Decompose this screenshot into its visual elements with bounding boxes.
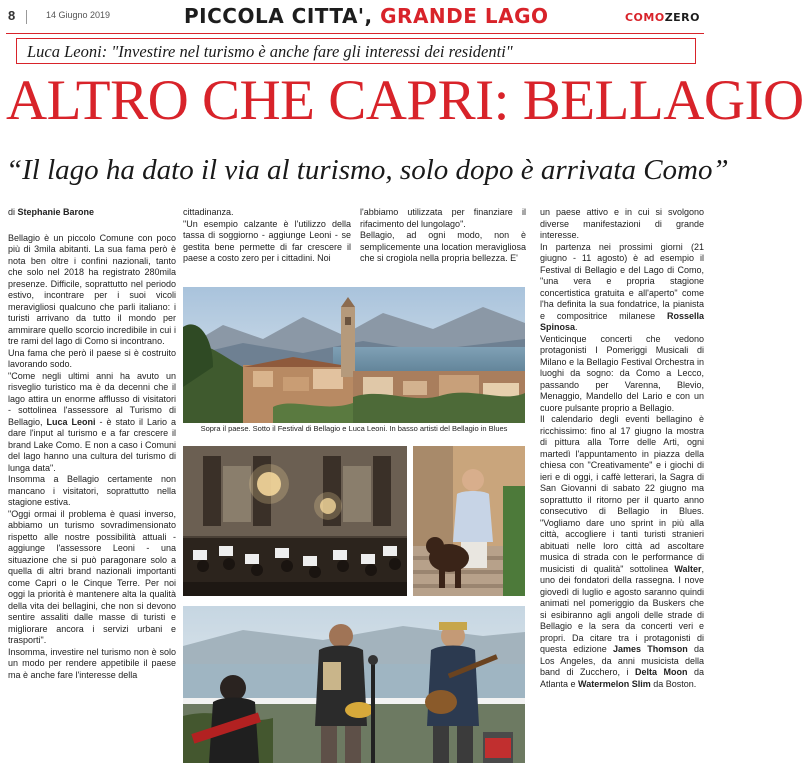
article-column-4 [540,207,704,763]
paragraph-text: da Atlanta e [540,667,705,689]
brand-part1: COMO [624,11,665,24]
paragraph: Bellagio è un piccolo Comune con poco più di 3mila abitanti. La sua fama però è nota ben oltre i confini nazionali, tanto che solo nel 2018 ha registrato 280mila presenze. Difficile, soprattutto nel periodo estivo, incontrare per i suoi vicoli meravigliosi qualcuno che parli italiano: i turisti arrivano da tutto il mondo per ammirare quello scorcio incredibile in cui i tre rami del lago di Como si incontrano. [8,232,176,346]
paragraph-text: da Boston. [650,678,697,689]
brand-logo [625,11,700,24]
paragraph: "Oggi ormai il problema è quasi inverso, abbiamo un turismo sovradimensionato rispetto alle nostre possibilità attuali - aggiunge l'assessore Leoni - una situazione che si può paragonare solo a quella di altri brand nazionali importanti come Capri o le Cinque Terre. Per noi oggi la priorità è mantenere alta la qualità della vita dei bellagini, che non si devono sentire assaliti dalle masse di turisti e migliorare ancora i servizi urbani e trasporti". [8,508,176,645]
festival-orchestra-photo [183,446,407,596]
brand-part2: ZERO [664,11,700,24]
byline [8,207,176,219]
kicker-quote: Luca Leoni: "Investire nel turismo è anche fare gli interessi dei residenti" [16,38,696,64]
byline-prefix: di [8,207,16,217]
person-name: Rossella Spinosa [540,310,704,332]
person-name: Walter [674,563,702,574]
musicians-illustration [183,606,525,763]
person-name: Luca Leoni [46,416,96,427]
luca-leoni-photo [413,446,525,596]
paragraph: Insomma a Bellagio certamente non mancano i visitatori, soprattutto nella stagione estiva. [8,474,176,507]
paragraph-text: "Come negli ultimi anni ha avuto un risveglio turistico ma è da decenni che il lago attira un enorme afflusso di visitatori - sottolinea l'assessore al Turismo di Bellagio, [8,370,176,427]
orchestra-illustration [183,446,407,596]
paragraph: Insomma, investire nel turismo non è solo un modo per rendere appetibile il paese ma è anche fare l'interesse della [8,646,176,680]
issue-date: 14 Giugno 2019 [46,10,111,20]
paragraph: Una fama che però il paese si è costruito lavorando sodo. [8,347,176,369]
article-column-2: cittadinanza. "Un esempio calzante è l'utilizzo della tassa di soggiorno - aggiunge Leoni - se gestita bene permette di far crescere il paese a costo zero per i cittadini. Noi [183,207,351,263]
photo-caption: Sopra il paese. Sotto il Festival di Bellagio e Luca Leoni. In basso artisti del Bellagio in Blues [200,424,508,433]
article-column-3: l'abbiamo utilizzata per finanziare il rifacimento del lungolago". Bellagio, ad ogni modo, non è semplicemente una location meravigliosa che si crogiola nella propria bellezza. E' [360,207,526,263]
paragraph-text: . [575,322,578,332]
paragraph: Venticinque concerti che vedono protagonisti I Pomeriggi Musicali di Milano e la Bellagio Festival Orchestra in luoghi da sogno: da Como a Lecco, passando per Varenna, Blevio, Menaggio, Mandello del Lario e con un cuore pulsante proprio a Bellagio. [540,333,704,413]
paragraph [540,414,704,690]
portrait-illustration [413,446,525,596]
paragraph [8,371,176,475]
paragraph-text: Il calendario degli eventi bellagino è ricchissimo: fino al 17 giugno la mostra di pittura alla Torre delle Arti, ogni martedì l'appuntamento in piazza della chiesa con "Creativamente" e i giochi di ieri e di oggi, i caffè letterari, la Sagra di San Giovanni di sabato 22 giugno ma soprattutto il ritorno per il quarto anno consecutivo di Bellagio in Blues. "Vogliamo dare uno sprint in più alla città, accogliere i tanti turisti stranieri abituati nelle loro città ad ascoltare musica di strada con le performance di musicisti di qualità" sottolinea [540,414,704,574]
article-column-1 [8,207,176,763]
page-number: 8 [8,8,16,23]
blues-musicians-photo [183,606,525,763]
page-header [0,0,710,34]
masthead-part1: PICCOLA CITTA', [184,4,373,28]
paragraph-text: In partenza nei prossimi giorni (21 giugno - 11 agosto) è ad esempio il Festival di Bellagio e del Lago di Como, "una vera e propria stagione concertistica gratuita e all'aperto" come l'ha definita la sua fondatrice, la pianista e compositrice milanese [540,241,704,321]
section-masthead [184,4,549,28]
paragraph [540,242,704,334]
person-name: James Thomson [613,644,688,654]
person-name: Watermelon Slim [578,678,651,689]
band-name: Delta Moon [635,667,688,677]
paragraph: un paese attivo e in cui si svolgono diverse manifestazioni di grande interesse. [540,207,704,240]
headline: ALTRO CHE CAPRI: BELLAGIO [6,69,804,132]
paragraph-text: da Los Angeles, da anni musicista della band di Zucchero, i [540,644,704,677]
paragraph-text: - è stato il Lario a dare l'input al turismo e a far crescere il brand Lake Como. E non a caso i Comuni del lago hanno una cultura del turismo di lunga data". [8,416,176,473]
header-rule [6,33,704,34]
subheadline: “Il lago ha dato il via al turismo, solo dopo è arrivata Como” [6,154,729,186]
header-divider [26,10,27,24]
landscape-illustration [183,287,525,423]
bellagio-landscape-photo [183,287,525,423]
byline-author: Stephanie Barone [17,207,95,217]
paragraph-text: , uno dei fondatori della rassegna. I nove giovedì di luglio e agosto saranno quindi animati nel pomeriggio da Buskers che si esibiranno agli angoli delle strade di Bellagio e la sera da concerti veri e propri. Da citare tra i protagonisti di questa edizione [540,563,704,654]
masthead-part2: GRANDE LAGO [380,4,549,28]
